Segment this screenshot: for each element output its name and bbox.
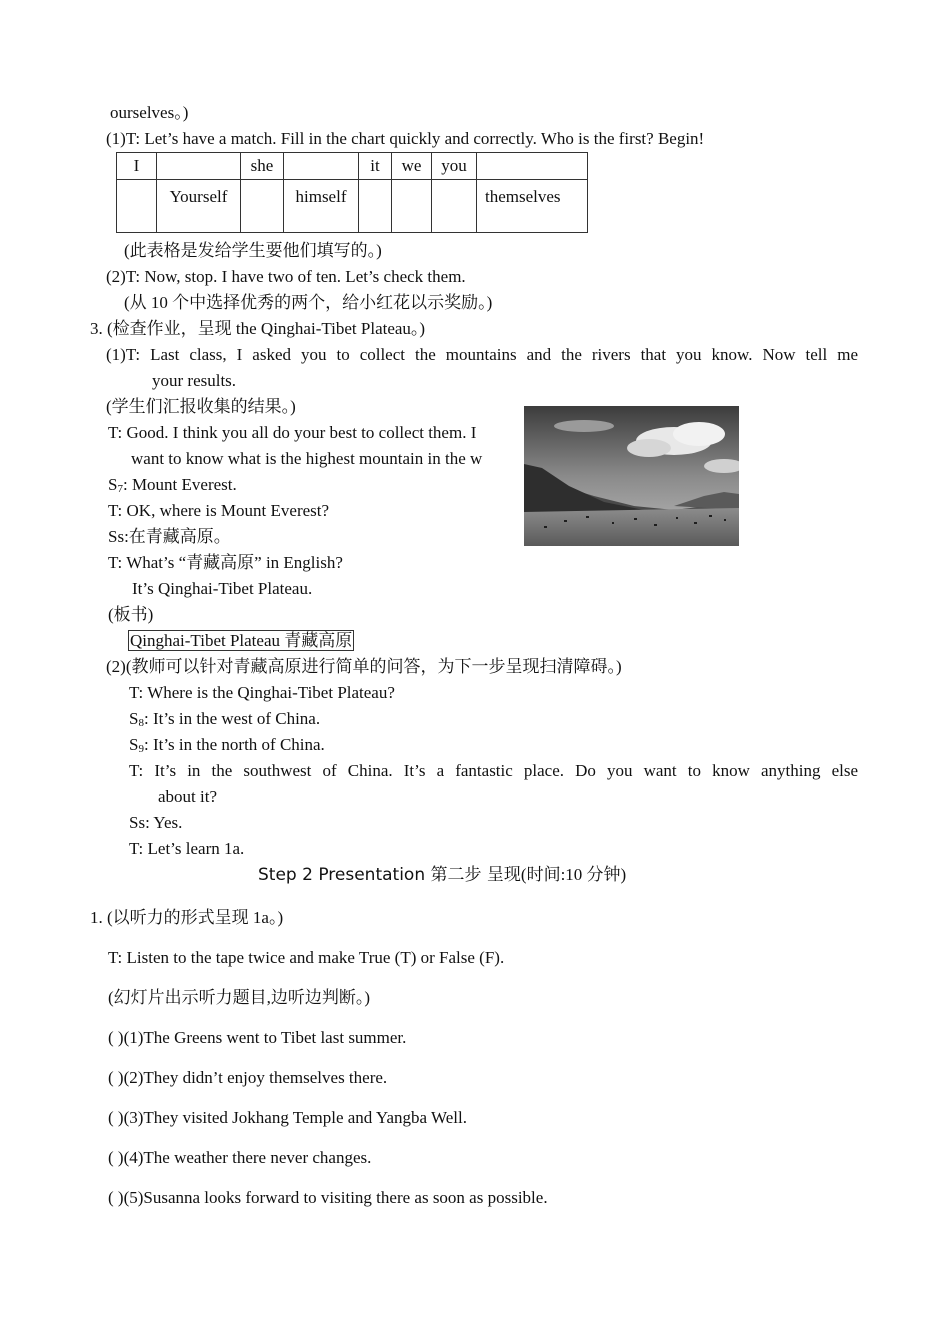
list-item: ( )(2)They didn’t enjoy themselves there. <box>108 1068 388 1087</box>
list-item: ( )(3)They visited Jokhang Temple and Yangba Well. <box>108 1108 467 1127</box>
table-cell[interactable]: it <box>359 153 392 180</box>
table-cell[interactable] <box>432 180 477 233</box>
text-line: T: Let’s learn 1a. <box>129 839 245 858</box>
text-line: $S_7$: Mount Everest. <box>108 475 237 495</box>
text-line: T: Where is the Qinghai-Tibet Plateau? <box>129 683 395 702</box>
table-cell[interactable]: himself <box>284 180 359 233</box>
text-line: (从 10 个中选择优秀的两个，给小红花以示奖励。) <box>124 293 493 312</box>
table-cell[interactable]: themselves <box>477 180 588 233</box>
text-line: T: Good. I think you all do your best to collect them. I <box>108 423 477 442</box>
text-line: T: What’s “青藏高原” in English? <box>108 553 343 572</box>
text-line: T: Listen to the tape twice and make True (T) or False (F). <box>108 948 505 967</box>
text-line: (1)T: Last class, I asked you to collect the mountains and the rivers that you know. Now tell me <box>106 345 858 364</box>
table-cell[interactable] <box>392 180 432 233</box>
section-heading: 3. (检查作业，呈现 the Qinghai-Tibet Plateau。) <box>90 319 426 338</box>
table-cell[interactable] <box>477 153 588 180</box>
step-heading: Step 2 Presentation 第二步 呈现(时间:10 分钟) <box>258 865 627 885</box>
text-line: ourselves。) <box>110 103 189 122</box>
table-cell[interactable]: you <box>432 153 477 180</box>
text-line: about it? <box>158 787 218 806</box>
text-line: (学生们汇报收集的结果。) <box>106 397 296 416</box>
list-item: ( )(4)The weather there never changes. <box>108 1148 372 1167</box>
pronoun-chart <box>116 152 588 233</box>
text-line: It’s Qinghai-Tibet Plateau. <box>132 579 313 598</box>
text-line: $S_9$: It’s in the north of China. <box>129 735 325 755</box>
table-cell[interactable] <box>117 180 157 233</box>
photo-icon <box>524 406 739 546</box>
table-cell[interactable]: I <box>117 153 157 180</box>
table-row <box>117 153 588 180</box>
text-line: $S_8$: It’s in the west of China. <box>129 709 321 729</box>
board-writing: Qinghai-Tibet Plateau 青藏高原 <box>130 631 353 650</box>
table-cell[interactable] <box>241 180 284 233</box>
table-cell[interactable] <box>157 153 241 180</box>
text-line: want to know what is the highest mountain in the w <box>131 449 483 468</box>
text-line: (1)T: Let’s have a match. Fill in the chart quickly and correctly. Who is the first? Begin! <box>106 129 705 148</box>
text-line: (幻灯片出示听力题目,边听边判断。) <box>108 988 371 1007</box>
plateau-landscape-photo <box>524 406 739 546</box>
text-line: T: It’s in the southwest of China. It’s a fantastic place. Do you want to know anything else <box>129 761 858 780</box>
table-row <box>117 180 588 233</box>
list-item: ( )(1)The Greens went to Tibet last summer. <box>108 1028 407 1047</box>
text-line: Ss: Yes. <box>129 813 183 832</box>
table-cell[interactable] <box>359 180 392 233</box>
section-heading: 1. (以听力的形式呈现 1a。) <box>90 908 284 927</box>
text-line: (2)(教师可以针对青藏高原进行简单的问答，为下一步呈现扫清障碍。) <box>106 657 622 676</box>
text-line: (此表格是发给学生要他们填写的。) <box>124 241 382 260</box>
text-line: T: OK, where is Mount Everest? <box>108 501 330 520</box>
text-line: (板书) <box>108 605 154 624</box>
text-line: your results. <box>152 371 237 390</box>
table-cell[interactable]: we <box>392 153 432 180</box>
table-cell[interactable]: Yourself <box>157 180 241 233</box>
table-cell[interactable] <box>284 153 359 180</box>
table-cell[interactable]: she <box>241 153 284 180</box>
text-line: (2)T: Now, stop. I have two of ten. Let’s check them. <box>106 267 466 286</box>
list-item: ( )(5)Susanna looks forward to visiting there as soon as possible. <box>108 1188 548 1207</box>
text-line: Ss:在青藏高原。 <box>108 527 231 546</box>
